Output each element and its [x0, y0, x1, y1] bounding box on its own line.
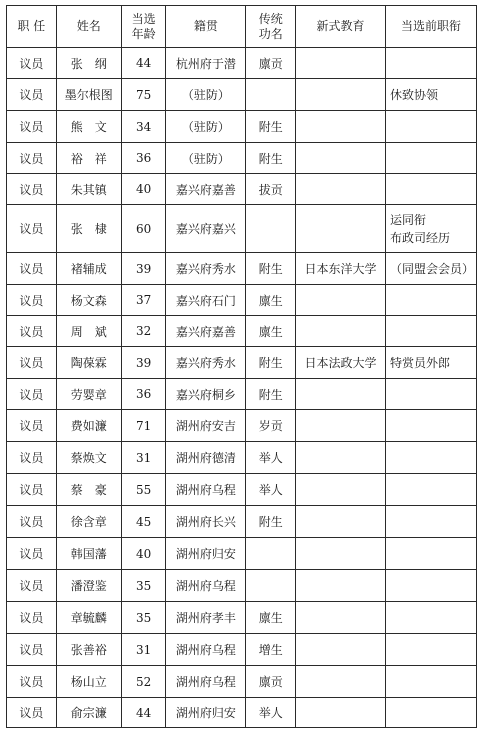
- position-cell: 议员: [7, 474, 57, 506]
- origin-cell: 嘉兴府石门: [166, 285, 246, 316]
- trad-cell: 廪贡: [246, 666, 296, 698]
- origin-cell: 嘉兴府嘉善: [166, 316, 246, 347]
- position-cell: 议员: [7, 48, 57, 79]
- position-cell: 议员: [7, 205, 57, 253]
- trad-cell: 廪生: [246, 285, 296, 316]
- pre-cell: [385, 698, 476, 728]
- name-cell: 朱其镇: [56, 174, 121, 205]
- name-cell: 张善裕: [56, 634, 121, 666]
- trad-cell: [246, 538, 296, 570]
- roster-table: [6, 5, 477, 728]
- pre-cell: [385, 316, 476, 347]
- header-trad-line2: 功名: [258, 26, 283, 41]
- origin-cell: 湖州府乌程: [166, 570, 246, 602]
- pre-cell: [385, 379, 476, 410]
- edu-cell: 日本东洋大学: [296, 253, 386, 285]
- age-cell: 75: [121, 79, 166, 111]
- pre-cell: [385, 48, 476, 79]
- name-cell: 潘澄鉴: [56, 570, 121, 602]
- table-row: [7, 316, 477, 347]
- origin-cell: 湖州府乌程: [166, 666, 246, 698]
- edu-cell: 日本法政大学: [296, 347, 386, 379]
- table-row: [7, 602, 477, 634]
- pre-cell: 特赏员外郎: [385, 347, 476, 379]
- origin-cell: 湖州府孝丰: [166, 602, 246, 634]
- name-cell: 裕 祥: [56, 143, 121, 174]
- name-cell: 蔡焕文: [56, 442, 121, 474]
- name-cell: 蔡 豪: [56, 474, 121, 506]
- table-row: [7, 111, 477, 143]
- edu-cell: [296, 666, 386, 698]
- header-edu: 新式教育: [296, 6, 386, 48]
- name-cell: 费如濂: [56, 410, 121, 442]
- name-cell: 劳婴章: [56, 379, 121, 410]
- position-cell: 议员: [7, 570, 57, 602]
- age-cell: 40: [121, 538, 166, 570]
- age-cell: 39: [121, 347, 166, 379]
- edu-cell: [296, 111, 386, 143]
- name-cell: 俞宗濂: [56, 698, 121, 728]
- table-row: [7, 174, 477, 205]
- origin-cell: 湖州府归安: [166, 538, 246, 570]
- name-cell: 墨尔根图: [56, 79, 121, 111]
- position-cell: 议员: [7, 111, 57, 143]
- trad-cell: 增生: [246, 634, 296, 666]
- header-name: 姓名: [56, 6, 121, 48]
- age-cell: 44: [121, 698, 166, 728]
- origin-cell: 湖州府归安: [166, 698, 246, 728]
- trad-cell: [246, 79, 296, 111]
- header-trad-line1: 传统: [258, 11, 283, 26]
- trad-cell: 廪贡: [246, 48, 296, 79]
- origin-cell: 湖州府乌程: [166, 634, 246, 666]
- table-row: [7, 48, 477, 79]
- name-cell: 褚辅成: [56, 253, 121, 285]
- pre-cell: [385, 506, 476, 538]
- trad-cell: 附生: [246, 379, 296, 410]
- name-cell: 张 纲: [56, 48, 121, 79]
- header-trad: [246, 6, 296, 48]
- trad-cell: 举人: [246, 474, 296, 506]
- position-cell: 议员: [7, 79, 57, 111]
- age-cell: 39: [121, 253, 166, 285]
- table-row: [7, 285, 477, 316]
- edu-cell: [296, 48, 386, 79]
- origin-cell: （驻防）: [166, 143, 246, 174]
- trad-cell: 廪生: [246, 602, 296, 634]
- trad-cell: 附生: [246, 347, 296, 379]
- trad-cell: 附生: [246, 506, 296, 538]
- age-cell: 45: [121, 506, 166, 538]
- position-cell: 议员: [7, 634, 57, 666]
- age-cell: 71: [121, 410, 166, 442]
- age-cell: 31: [121, 634, 166, 666]
- trad-cell: 岁贡: [246, 410, 296, 442]
- position-cell: 议员: [7, 666, 57, 698]
- edu-cell: [296, 410, 386, 442]
- origin-cell: 嘉兴府嘉善: [166, 174, 246, 205]
- pre-cell: [385, 602, 476, 634]
- edu-cell: [296, 506, 386, 538]
- name-cell: 熊 文: [56, 111, 121, 143]
- edu-cell: [296, 143, 386, 174]
- position-cell: 议员: [7, 379, 57, 410]
- age-cell: 34: [121, 111, 166, 143]
- pre-cell: [385, 442, 476, 474]
- roster-body: [7, 48, 477, 728]
- name-cell: 杨文森: [56, 285, 121, 316]
- origin-cell: （驻防）: [166, 79, 246, 111]
- table-row: [7, 410, 477, 442]
- origin-cell: 嘉兴府秀水: [166, 253, 246, 285]
- trad-cell: [246, 205, 296, 253]
- name-cell: 杨山立: [56, 666, 121, 698]
- age-cell: 32: [121, 316, 166, 347]
- table-row: [7, 143, 477, 174]
- position-cell: 议员: [7, 285, 57, 316]
- age-cell: 35: [121, 570, 166, 602]
- position-cell: 议员: [7, 410, 57, 442]
- edu-cell: [296, 316, 386, 347]
- table-row: [7, 79, 477, 111]
- name-cell: 章毓麟: [56, 602, 121, 634]
- name-cell: 韩国藩: [56, 538, 121, 570]
- name-cell: 徐含章: [56, 506, 121, 538]
- origin-cell: 湖州府德清: [166, 442, 246, 474]
- age-cell: 44: [121, 48, 166, 79]
- position-cell: 议员: [7, 253, 57, 285]
- table-row: [7, 253, 477, 285]
- edu-cell: [296, 570, 386, 602]
- pre-cell: （同盟会会员）: [385, 253, 476, 285]
- origin-cell: 湖州府乌程: [166, 474, 246, 506]
- pre-cell: [385, 474, 476, 506]
- edu-cell: [296, 79, 386, 111]
- trad-cell: 廪生: [246, 316, 296, 347]
- name-cell: 周 斌: [56, 316, 121, 347]
- trad-cell: 举人: [246, 698, 296, 728]
- edu-cell: [296, 538, 386, 570]
- header-pre: 当选前职衔: [385, 6, 476, 48]
- position-cell: 议员: [7, 506, 57, 538]
- pre-line: 运同衔: [389, 212, 426, 227]
- pre-line: 布政司经历: [389, 230, 450, 245]
- age-cell: 60: [121, 205, 166, 253]
- position-cell: 议员: [7, 442, 57, 474]
- pre-cell: 休致协领: [385, 79, 476, 111]
- edu-cell: [296, 205, 386, 253]
- age-cell: 36: [121, 143, 166, 174]
- table-row: [7, 634, 477, 666]
- name-cell: 陶葆霖: [56, 347, 121, 379]
- pre-cell: [385, 538, 476, 570]
- table-row: [7, 666, 477, 698]
- edu-cell: [296, 442, 386, 474]
- edu-cell: [296, 634, 386, 666]
- table-row: [7, 205, 477, 253]
- name-cell: 张 棣: [56, 205, 121, 253]
- origin-cell: 杭州府于潜: [166, 48, 246, 79]
- age-cell: 37: [121, 285, 166, 316]
- table-row: [7, 379, 477, 410]
- age-cell: 36: [121, 379, 166, 410]
- origin-cell: 嘉兴府秀水: [166, 347, 246, 379]
- position-cell: 议员: [7, 698, 57, 728]
- trad-cell: 附生: [246, 143, 296, 174]
- position-cell: 议员: [7, 316, 57, 347]
- pre-cell: [385, 570, 476, 602]
- table-row: [7, 698, 477, 728]
- origin-cell: 嘉兴府桐乡: [166, 379, 246, 410]
- pre-cell: [385, 143, 476, 174]
- position-cell: 议员: [7, 347, 57, 379]
- pre-cell: [385, 666, 476, 698]
- position-cell: 议员: [7, 538, 57, 570]
- age-cell: 40: [121, 174, 166, 205]
- origin-cell: 湖州府安吉: [166, 410, 246, 442]
- origin-cell: （驻防）: [166, 111, 246, 143]
- header-age-line2: 年龄: [131, 26, 156, 41]
- pre-cell: [385, 111, 476, 143]
- position-cell: 议员: [7, 602, 57, 634]
- pre-cell: [385, 174, 476, 205]
- trad-cell: 附生: [246, 111, 296, 143]
- trad-cell: 拔贡: [246, 174, 296, 205]
- edu-cell: [296, 602, 386, 634]
- table-row: [7, 506, 477, 538]
- trad-cell: [246, 570, 296, 602]
- header-age: [121, 6, 166, 48]
- table-row: [7, 442, 477, 474]
- edu-cell: [296, 379, 386, 410]
- trad-cell: 举人: [246, 442, 296, 474]
- edu-cell: [296, 474, 386, 506]
- pre-cell: [385, 634, 476, 666]
- edu-cell: [296, 698, 386, 728]
- age-cell: 35: [121, 602, 166, 634]
- position-cell: 议员: [7, 143, 57, 174]
- table-row: [7, 538, 477, 570]
- pre-cell: [385, 205, 476, 253]
- origin-cell: 湖州府长兴: [166, 506, 246, 538]
- table-row: [7, 474, 477, 506]
- header-age-line1: 当选: [131, 11, 156, 26]
- position-cell: 议员: [7, 174, 57, 205]
- origin-cell: 嘉兴府嘉兴: [166, 205, 246, 253]
- header-origin: 籍贯: [166, 6, 246, 48]
- age-cell: 31: [121, 442, 166, 474]
- edu-cell: [296, 285, 386, 316]
- header-row: [7, 6, 477, 48]
- table-row: [7, 347, 477, 379]
- table-row: [7, 570, 477, 602]
- pre-cell: [385, 285, 476, 316]
- age-cell: 52: [121, 666, 166, 698]
- header-position: 职 任: [7, 6, 57, 48]
- trad-cell: 附生: [246, 253, 296, 285]
- edu-cell: [296, 174, 386, 205]
- pre-cell: [385, 410, 476, 442]
- age-cell: 55: [121, 474, 166, 506]
